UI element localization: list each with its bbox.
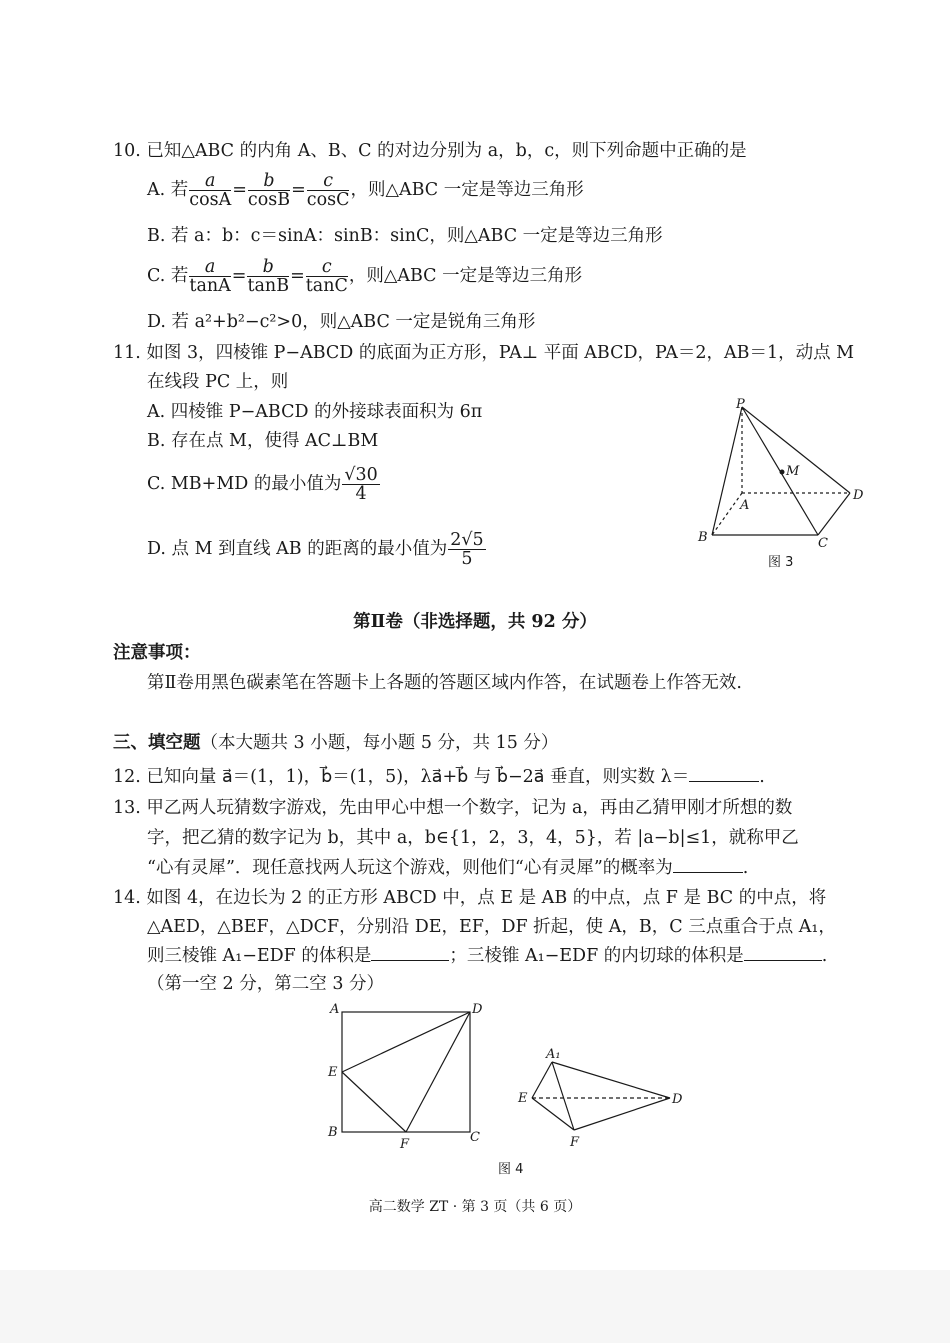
point-m (780, 470, 785, 475)
answer-blank[interactable] (673, 856, 743, 873)
figure-3-pyramid (690, 395, 880, 555)
section3-title: 三、填空题 (113, 733, 201, 753)
q13-line3 (147, 856, 748, 880)
q12-end: . (759, 767, 765, 787)
q10-option-a-suffix: ，则△ABC 一定是等边三角形 (350, 180, 584, 200)
section3-note: （本大题共 3 小题，每小题 5 分，共 15 分） (200, 733, 559, 753)
q14-line1: 14. 如图 4，在边长为 2 的正方形 ABCD 中，点 E 是 AB 的中点，点 F 是 BC 的中点，将 (113, 888, 827, 908)
label-d: D (853, 488, 864, 503)
q14-line3-end: . (821, 946, 828, 966)
q13-line3-text: “心有灵犀”．现任意找两人玩这个游戏，则他们“心有灵犀”的概率为 (147, 858, 673, 878)
fraction-numerator: b (247, 258, 289, 277)
label-m: M (786, 464, 800, 479)
label-c: C (470, 1130, 480, 1145)
fraction-denominator: tanC (305, 276, 348, 296)
edge-ef (532, 1098, 574, 1130)
fraction-numerator: c (307, 172, 350, 191)
q12-text: 12. 已知向量 a⃗＝(1，1)，b⃗＝(1，5)，λa⃗+b⃗ 与 b⃗−2a⃗ 垂直，则实数 λ＝ (113, 767, 690, 787)
q14-line3-pre: 则三棱锥 A₁−EDF 的体积是 (147, 946, 372, 966)
label-a: A (740, 498, 750, 513)
fraction (342, 466, 379, 503)
q14-line4: （第一空 2 分，第二空 3 分） (147, 974, 385, 994)
section3-heading (113, 731, 558, 755)
fraction-numerator: a (189, 172, 231, 191)
fraction-numerator: a (189, 258, 230, 277)
label-a1: A₁ (546, 1047, 561, 1062)
answer-blank-1[interactable] (371, 944, 449, 961)
q11-option-d-prefix: D. 点 M 到直线 AB 的距离的最小值为 (147, 539, 448, 559)
q11-option-b: B. 存在点 M，使得 AC⊥BM (147, 431, 379, 451)
fraction-denominator: cosC (306, 190, 350, 210)
q14-line3 (147, 944, 827, 968)
segment-ef (342, 1072, 406, 1132)
q11-option-c-prefix: C. MB+MD 的最小值为 (147, 474, 342, 494)
fraction-denominator: cosB (247, 190, 291, 210)
answer-blank-2[interactable] (744, 944, 822, 961)
fraction-denominator: 5 (461, 549, 473, 569)
edge-pb (712, 407, 742, 535)
answer-blank[interactable] (689, 765, 759, 782)
q10-option-c: C. 若 $\frac{a}{\tan A}$ = $\frac{b}{\tan B}$ = $\frac{c}{\tan C}$ ，则△ABC 一定是等边三角形 (147, 257, 583, 296)
edge-a1e (532, 1062, 552, 1098)
notice-title: 注意事项： (113, 643, 201, 663)
q14-line2: △AED，△BEF，△DCF，分别沿 DE，EF，DF 折起，使 A，B，C 三点重合于点 A₁， (147, 917, 836, 937)
q10-option-c-suffix: ，则△ABC 一定是等边三角形 (348, 266, 583, 286)
q10-option-d: D. 若 a²+b²−c²>0，则△ABC 一定是锐角三角形 (147, 312, 536, 332)
fraction (189, 258, 230, 295)
q13-end: . (742, 858, 749, 878)
page-footer: 高二数学 ZT · 第 3 页（共 6 页） (368, 1199, 582, 1215)
fraction (306, 258, 348, 295)
figure-4 (320, 998, 700, 1158)
label-f-pyramid: F (570, 1135, 580, 1150)
figure-4-caption: 图 4 (498, 1162, 524, 1177)
fraction-denominator: tanB (247, 276, 290, 296)
fraction-denominator: 4 (355, 484, 367, 504)
q12 (113, 765, 765, 789)
notice-text: 第Ⅱ卷用黑色碳素笔在答题卡上各题的答题区域内作答，在试题卷上作答无效. (147, 673, 742, 693)
figure-3-caption: 图 3 (768, 555, 794, 570)
label-e: E (328, 1065, 338, 1080)
part2-title: 第Ⅱ卷（非选择题，共 92 分） (353, 612, 597, 632)
fraction-numerator: √30 (344, 465, 378, 485)
fraction-numerator: c (306, 258, 348, 277)
edge-cd (818, 493, 850, 535)
label-f: F (400, 1137, 410, 1152)
label-p: P (736, 397, 745, 412)
fraction-numerator: b (248, 172, 290, 191)
label-d-pyramid: D (672, 1092, 683, 1107)
q10-option-a: A. 若 $\frac{a}{\cos A}$ = $\frac{b}{\cos B}$ = $\frac{c}{\cos C}$ ，则△ABC 一定是等边三角形 (147, 171, 584, 210)
fraction-denominator: cosA (189, 190, 232, 210)
label-c: C (818, 536, 828, 551)
segment-ed (342, 1012, 470, 1072)
fraction (448, 531, 485, 568)
edge-pd (742, 407, 850, 493)
label-d: D (472, 1002, 483, 1017)
label-e-pyramid: E (518, 1091, 528, 1106)
edge-a1d (552, 1062, 670, 1098)
label-b: B (698, 530, 708, 545)
q11-option-c (147, 466, 381, 503)
edge-fd (574, 1098, 670, 1130)
q11-option-a: A. 四棱锥 P−ABCD 的外接球表面积为 6π (147, 402, 483, 422)
q13-line1: 13. 甲乙两人玩猜数字游戏，先由甲心中想一个数字，记为 a，再由乙猜甲刚才所想的数 (113, 798, 793, 818)
q10-option-a-prefix: A. 若 (147, 180, 189, 200)
page-bottom-margin (0, 1270, 950, 1343)
fraction (307, 172, 350, 209)
fraction-numerator: 2√5 (450, 530, 484, 550)
label-b: B (328, 1125, 338, 1140)
q10-stem: 10. 已知△ABC 的内角 A、B、C 的对边分别为 a，b，c，则下列命题中正确的是 (113, 141, 747, 161)
q10-option-c-prefix: C. 若 (147, 266, 189, 286)
label-a: A (330, 1002, 340, 1017)
q11-stem-line1: 11. 如图 3，四棱锥 P−ABCD 的底面为正方形，PA⊥ 平面 ABCD，PA＝2，AB＝1，动点 M (113, 343, 855, 363)
square-abcd (342, 1012, 470, 1132)
q14-line3-mid: ；三棱锥 A₁−EDF 的内切球的体积是 (449, 946, 744, 966)
q13-line2: 字，把乙猜的数字记为 b，其中 a，b∈{1，2，3，4，5}，若 |a−b|≤1，就称甲乙 (147, 828, 799, 848)
fraction (248, 172, 290, 209)
fraction-denominator: tanA (189, 276, 231, 296)
fraction (247, 258, 289, 295)
q11-option-d (147, 531, 487, 568)
edge-a1f (552, 1062, 574, 1130)
segment-fd (406, 1012, 470, 1132)
q11-stem-line2: 在线段 PC 上，则 (147, 372, 289, 392)
fraction (189, 172, 231, 209)
q10-option-b: B. 若 a：b：c＝sinA：sinB：sinC，则△ABC 一定是等边三角形 (147, 226, 663, 246)
